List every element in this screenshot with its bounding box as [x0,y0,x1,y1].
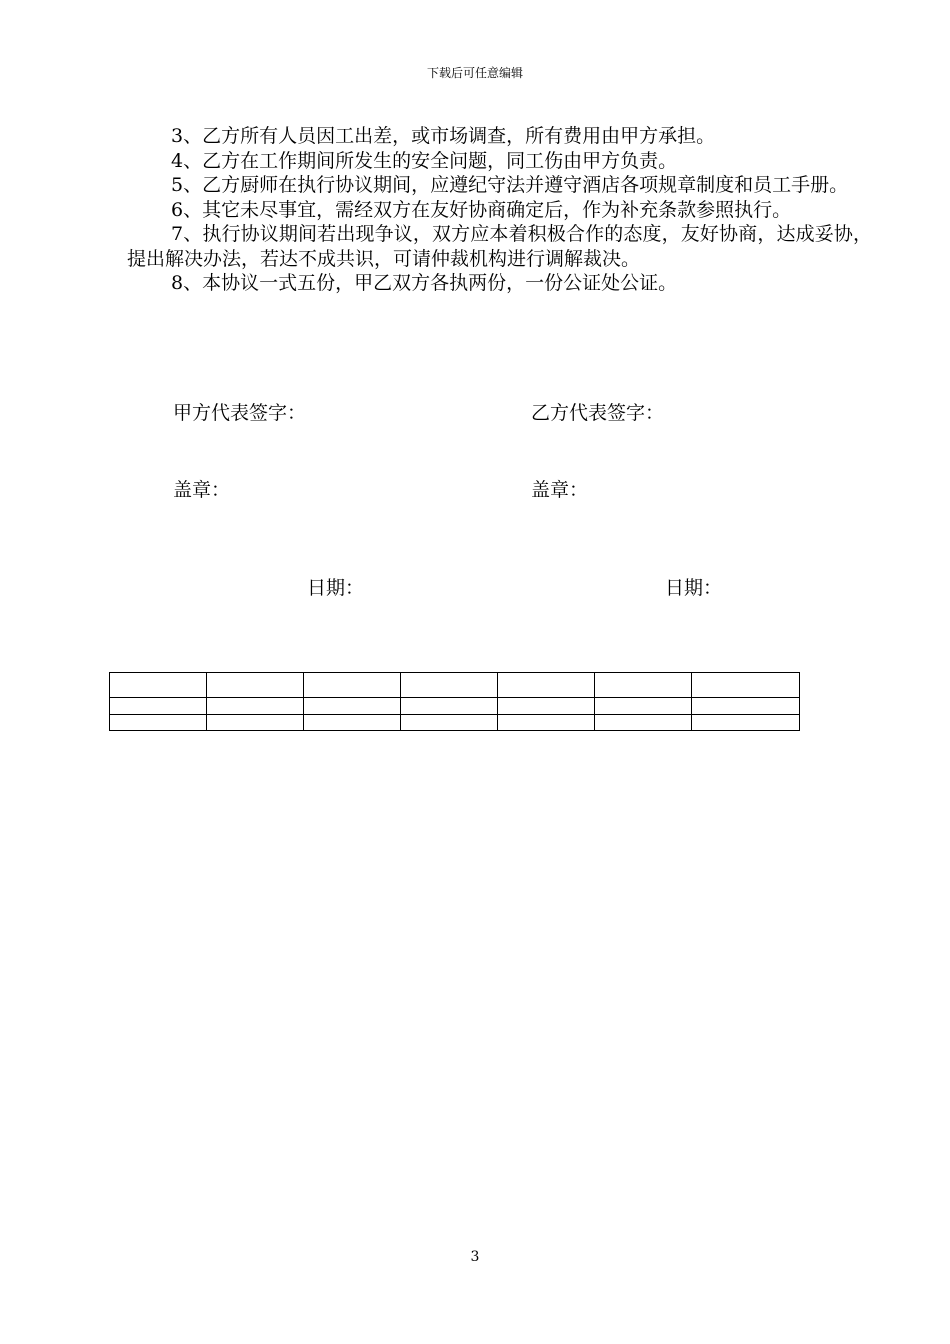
table-cell [401,698,498,715]
table-cell [110,673,207,698]
party-a-signature-label: 甲方代表签字： [173,402,307,424]
table-cell [304,673,401,698]
table-cell [207,715,304,731]
table-cell [595,673,692,698]
table-cell [595,698,692,715]
clause-4: 4、乙方在工作期间所发生的安全问题，同工伤由甲方负责。 [171,149,678,172]
table-row [110,673,800,698]
table-cell [207,673,304,698]
table-cell [110,715,207,731]
party-b-signature-label: 乙方代表签字： [531,402,665,424]
party-b-seal-label: 盖章： [531,479,589,501]
table-cell [498,673,595,698]
table-cell [498,715,595,731]
clause-7: 7、执行协议期间若出现争议，双方应本着积极合作的态度，友好协商，达成妥协，提出解决办法，若达不成共识，可请仲裁机构进行调解裁决。 [127,223,872,270]
party-a-seal-label: 盖章： [173,479,231,501]
party-b-date-label: 日期： [665,577,723,599]
table-cell [692,715,800,731]
table-cell [401,673,498,698]
table-cell [401,715,498,731]
clause-3: 3、乙方所有人员因工出差，或市场调查，所有费用由甲方承担。 [171,125,716,147]
blank-form-table [109,672,800,731]
table-cell [692,698,800,715]
table-cell [692,673,800,698]
table-cell [304,698,401,715]
agreement-clauses [127,124,872,296]
table-cell [304,715,401,731]
clause-8: 8、本协议一式五份，甲乙双方各执两份，一份公证处公证。 [171,272,678,294]
table-cell [595,715,692,731]
page-number: 3 [470,1249,480,1265]
clause-5: 5、乙方厨师在执行协议期间，应遵纪守法并遵守酒店各项规章制度和员工手册。 [171,174,849,196]
party-a-date-label: 日期： [307,577,365,599]
table-cell [110,698,207,715]
table-cell [207,698,304,715]
table-row [110,698,800,715]
clause-6: 6、其它未尽事宜，需经双方在友好协商确定后，作为补充条款参照执行。 [171,198,792,221]
page-header: 下载后可任意编辑 [426,66,523,80]
table-row [110,715,800,731]
table-cell [498,698,595,715]
